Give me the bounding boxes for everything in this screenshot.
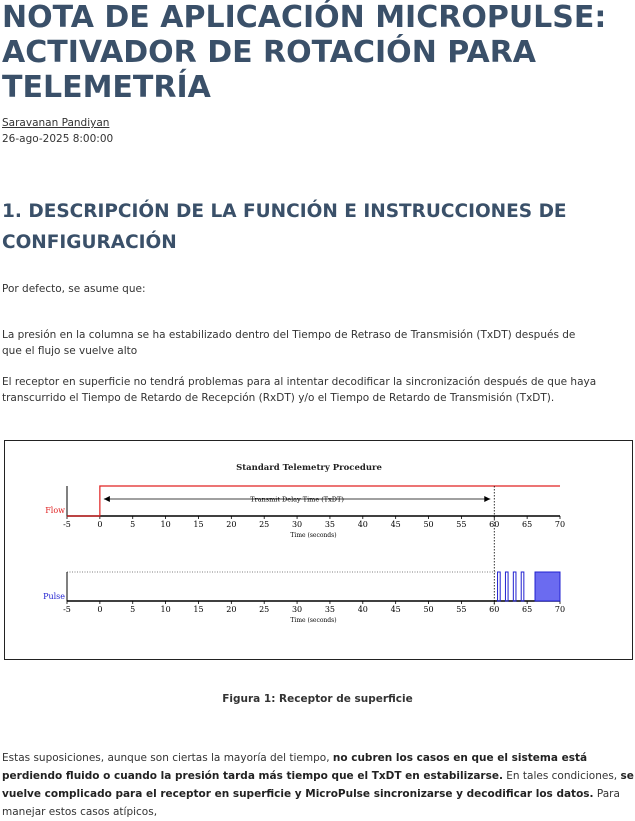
x-tick-label: 55 [456, 520, 467, 529]
figure-telemetry-chart [4, 440, 633, 660]
pulse-bar [498, 572, 501, 601]
x-tick-label: 55 [456, 605, 467, 614]
para-text-3: Para manejar estos casos atípicos, [2, 788, 620, 818]
x-axis-label: Time (seconds) [290, 532, 337, 539]
x-tick-label: 15 [193, 605, 204, 614]
x-tick-label: 50 [423, 520, 434, 529]
x-tick-label: 0 [97, 520, 103, 529]
x-tick-label: 20 [226, 605, 237, 614]
x-tick-label: 20 [226, 520, 237, 529]
author-link[interactable]: Saravanan Pandiyan [2, 117, 110, 129]
x-tick-label: 45 [390, 605, 401, 614]
pulse-plot [43, 572, 565, 624]
assumption-paragraph-1: La presión en la columna se ha estabilizado dentro del Tiempo de Retraso de Transmisión (TxDT) después de que el flujo se vuelve alto [2, 329, 576, 357]
x-tick-label: 40 [357, 520, 368, 529]
txdt-annotation: Transmit Delay Time (TxDT) [250, 495, 344, 504]
flow-plot [45, 486, 565, 606]
page-title: NOTA DE APLICACIÓN MICROPULSE: ACTIVADOR DE ROTACIÓN PARA TELEMETRÍA [2, 0, 607, 105]
pulse-label: Pulse [43, 592, 65, 601]
x-tick-label: 30 [291, 605, 303, 614]
x-tick-label: 35 [324, 605, 336, 614]
para-text-1: Estas suposiciones, aunque son ciertas la mayoría del tiempo, [2, 752, 333, 764]
publish-date: 26-ago-2025 8:00:00 [2, 133, 114, 145]
x-tick-label: 40 [357, 605, 368, 614]
x-tick-label: 60 [489, 605, 500, 614]
assumption-paragraph-2: El receptor en superficie no tendrá problemas para al intentar decodificar la sincronización después de que haya transcurrido el Tiempo de Retardo de Recepción (RxDT) y/o el Tiempo de Retardo de Transmisión (TxDT). [2, 376, 597, 404]
x-tick-label: -5 [63, 520, 71, 529]
intro-paragraph: Por defecto, se asume que: [2, 283, 146, 295]
x-tick-label: 65 [522, 520, 533, 529]
flow-label: Flow [45, 506, 65, 515]
x-tick-label: 50 [423, 605, 434, 614]
x-tick-label: 70 [554, 605, 566, 614]
x-tick-label: 5 [130, 605, 136, 614]
x-tick-label: -5 [63, 605, 71, 614]
txdt-arrowhead-left [104, 496, 110, 502]
pulse-bar [505, 572, 508, 601]
x-tick-label: 70 [554, 520, 566, 529]
x-axis-label: Time (seconds) [290, 617, 337, 624]
pulse-bar [535, 572, 560, 601]
x-tick-label: 10 [160, 605, 171, 614]
txdt-arrowhead-right [484, 496, 490, 502]
telemetry-chart-svg [5, 441, 632, 659]
figure-caption: Figura 1: Receptor de superficie [222, 693, 413, 705]
chart-title: Standard Telemetry Procedure [236, 463, 382, 473]
x-tick-label: 0 [97, 605, 103, 614]
section-heading: 1. DESCRIPCIÓN DE LA FUNCIÓN E INSTRUCCIONES DE CONFIGURACIÓN [2, 201, 567, 253]
pulse-bar [521, 572, 524, 601]
x-tick-label: 15 [193, 520, 204, 529]
x-tick-label: 35 [324, 520, 336, 529]
x-tick-label: 25 [259, 605, 270, 614]
x-tick-label: 65 [522, 605, 533, 614]
pulse-bar [513, 572, 516, 601]
x-tick-label: 30 [291, 520, 303, 529]
x-tick-label: 25 [259, 520, 270, 529]
para-bold-1: no cubren los casos en que el sistema está perdiendo fluido o cuando la presión tarda más tiempo que el TxDT en estabilizarse. [2, 752, 588, 782]
para-text-2: En tales condiciones, [502, 770, 621, 782]
body-paragraph [2, 749, 634, 821]
x-tick-label: 60 [489, 520, 500, 529]
x-tick-label: 5 [130, 520, 136, 529]
para-bold-2: se vuelve complicado para el receptor en superficie y MicroPulse sincronizarse y decodificar los datos. [2, 770, 634, 800]
x-tick-label: 10 [160, 520, 171, 529]
x-tick-label: 45 [390, 520, 401, 529]
